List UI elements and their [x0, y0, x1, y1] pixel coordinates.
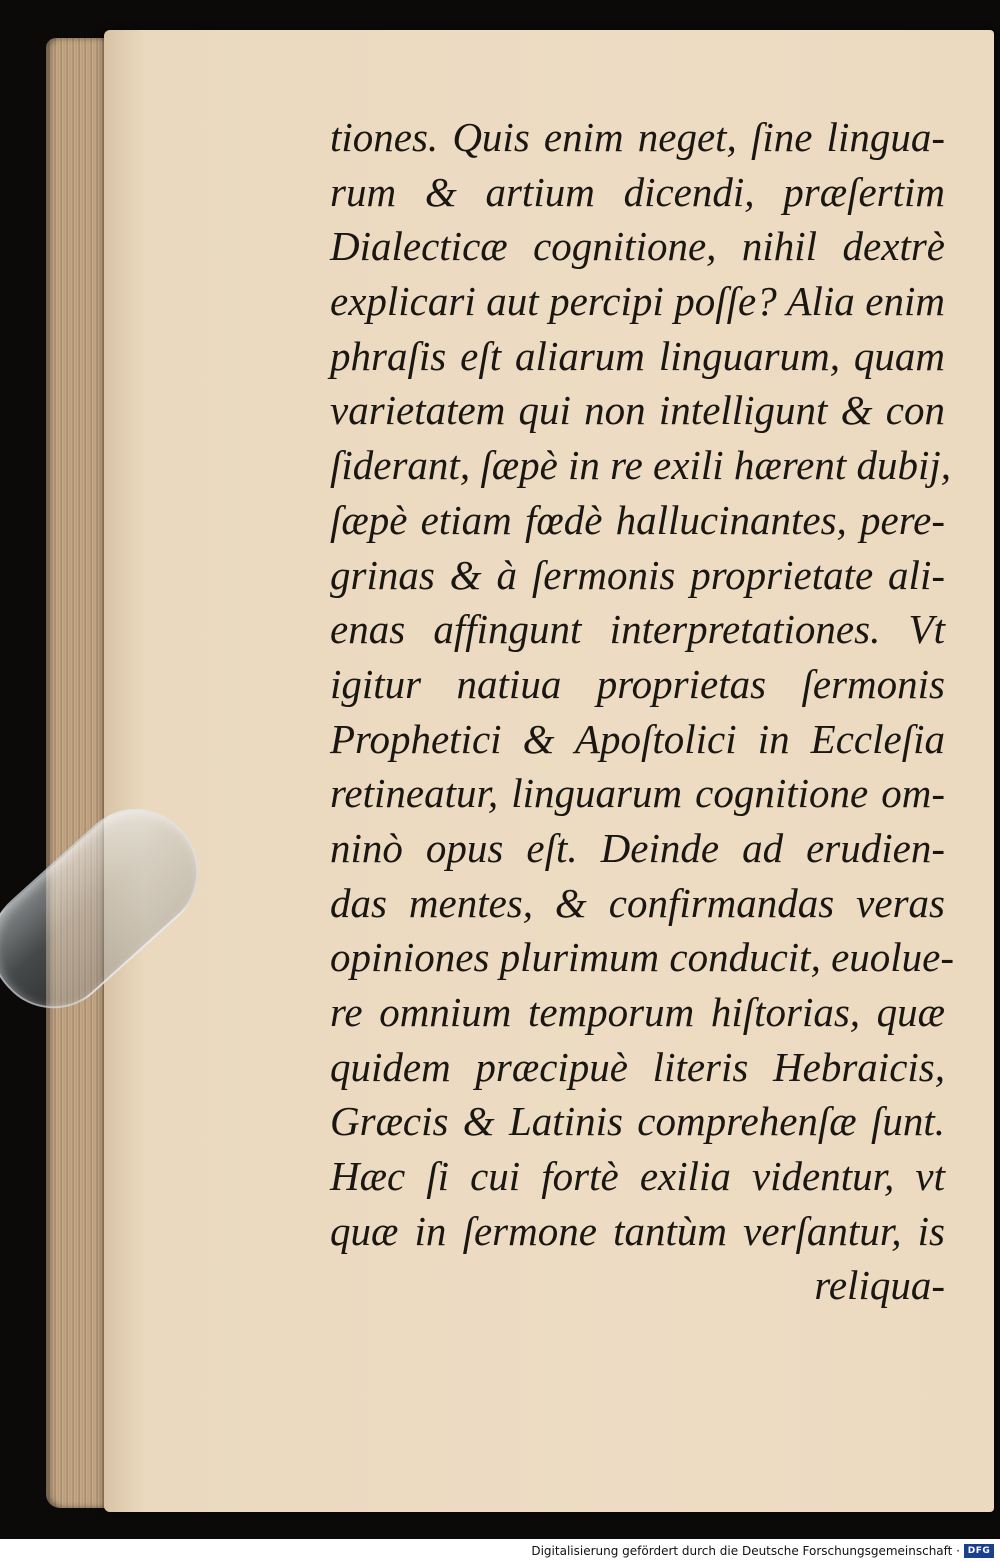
- text-line: Græcis & Latinis comprehenſæ ſunt.: [330, 1098, 945, 1145]
- text-line: explicari aut percipi poſſe? Alia enim: [330, 278, 945, 325]
- text-line: Dialecticæ cognitione, nihil dextrè: [330, 223, 945, 270]
- catchword: reliqua-: [814, 1262, 945, 1309]
- text-line: igitur natiua proprietas ſermonis: [330, 660, 945, 707]
- digitization-credit: Digitalisierung gefördert durch die Deutsche Forschungsgemeinschaft ·: [531, 1544, 960, 1558]
- text-line: tiones. Quis enim neget, ſine lingua-: [330, 114, 945, 160]
- text-line: grinas & à ſermonis proprietate ali-: [330, 551, 945, 598]
- text-block: [330, 110, 955, 1313]
- footer-bar: [0, 1539, 1000, 1561]
- text-line: retineatur, linguarum cognitione om-: [330, 770, 945, 817]
- text-line: ninò opus eſt. Deinde ad erudien-: [330, 824, 945, 871]
- text-line: rum & artium dicendi, præſertim: [330, 168, 945, 215]
- dfg-logo-icon: DFG: [964, 1544, 994, 1558]
- text-line: Hæc ſi cui fortè exilia videntur, vt: [330, 1153, 945, 1200]
- text-line: opiniones plurimum conducit, euolue-: [330, 934, 955, 981]
- text-line: enas affingunt interpretationes. Vt: [330, 606, 945, 653]
- text-line: phraſis eſt aliarum linguarum, quam: [330, 332, 945, 379]
- text-line: re omnium temporum hiſtorias, quæ: [330, 989, 945, 1035]
- text-line: ſiderant, ſæpè in re exili hærent dubij,: [330, 442, 952, 489]
- text-line: Prophetici & Apoſtolici in Eccleſia: [330, 715, 945, 762]
- text-line: ſæpè etiam fœdè hallucinantes, pere-: [330, 496, 945, 543]
- text-line: quæ in ſermone tantùm verſantur, is: [330, 1207, 945, 1254]
- text-line: varietatem qui non intelligunt & con: [330, 387, 945, 434]
- text-line: quidem præcipuè literis Hebraicis,: [330, 1043, 945, 1090]
- text-line: das mentes, & confirmandas veras: [330, 879, 945, 926]
